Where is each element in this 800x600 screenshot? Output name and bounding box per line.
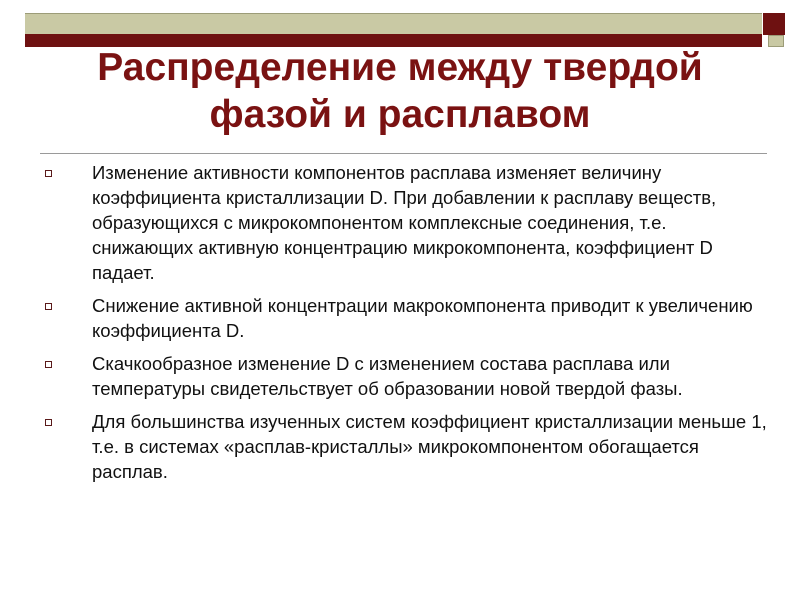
title-divider — [40, 153, 767, 154]
header-banner-olive — [25, 13, 762, 35]
bullet-item — [40, 160, 770, 285]
hollow-square-bullet-icon — [45, 419, 52, 426]
bullet-item — [40, 409, 770, 484]
corner-square-maroon — [763, 13, 785, 35]
bullet-item — [40, 351, 770, 401]
slide-title — [40, 44, 760, 138]
bullet-list — [40, 160, 770, 492]
bullet-text: Скачкообразное изменение D с изменением состава расплава или температуры свидетельствует об образовании новой твердой фазы. — [92, 353, 683, 399]
hollow-square-bullet-icon — [45, 303, 52, 310]
bullet-item — [40, 293, 770, 343]
slide-title-line-2: фазой и расплавом — [209, 93, 591, 136]
bullet-text: Для большинства изученных систем коэффициент кристаллизации меньше 1, т.е. в системах «расплав-кристаллы» микрокомпонентом обогащается расплав. — [92, 411, 767, 482]
bullet-text: Снижение активной концентрации макрокомпонента приводит к увеличению коэффициента D. — [92, 295, 753, 341]
hollow-square-bullet-icon — [45, 170, 52, 177]
corner-square-olive — [768, 35, 784, 47]
hollow-square-bullet-icon — [45, 361, 52, 368]
bullet-text: Изменение активности компонентов расплава изменяет величину коэффициента кристаллизации D. При добавлении к расплаву веществ, образующихся с микрокомпонентом комплексные соединения, т.е. снижающих активную концентрацию микрокомпонента, коэффициент D падает. — [92, 162, 717, 283]
slide-title-line-1: Распределение между твердой — [97, 46, 703, 89]
